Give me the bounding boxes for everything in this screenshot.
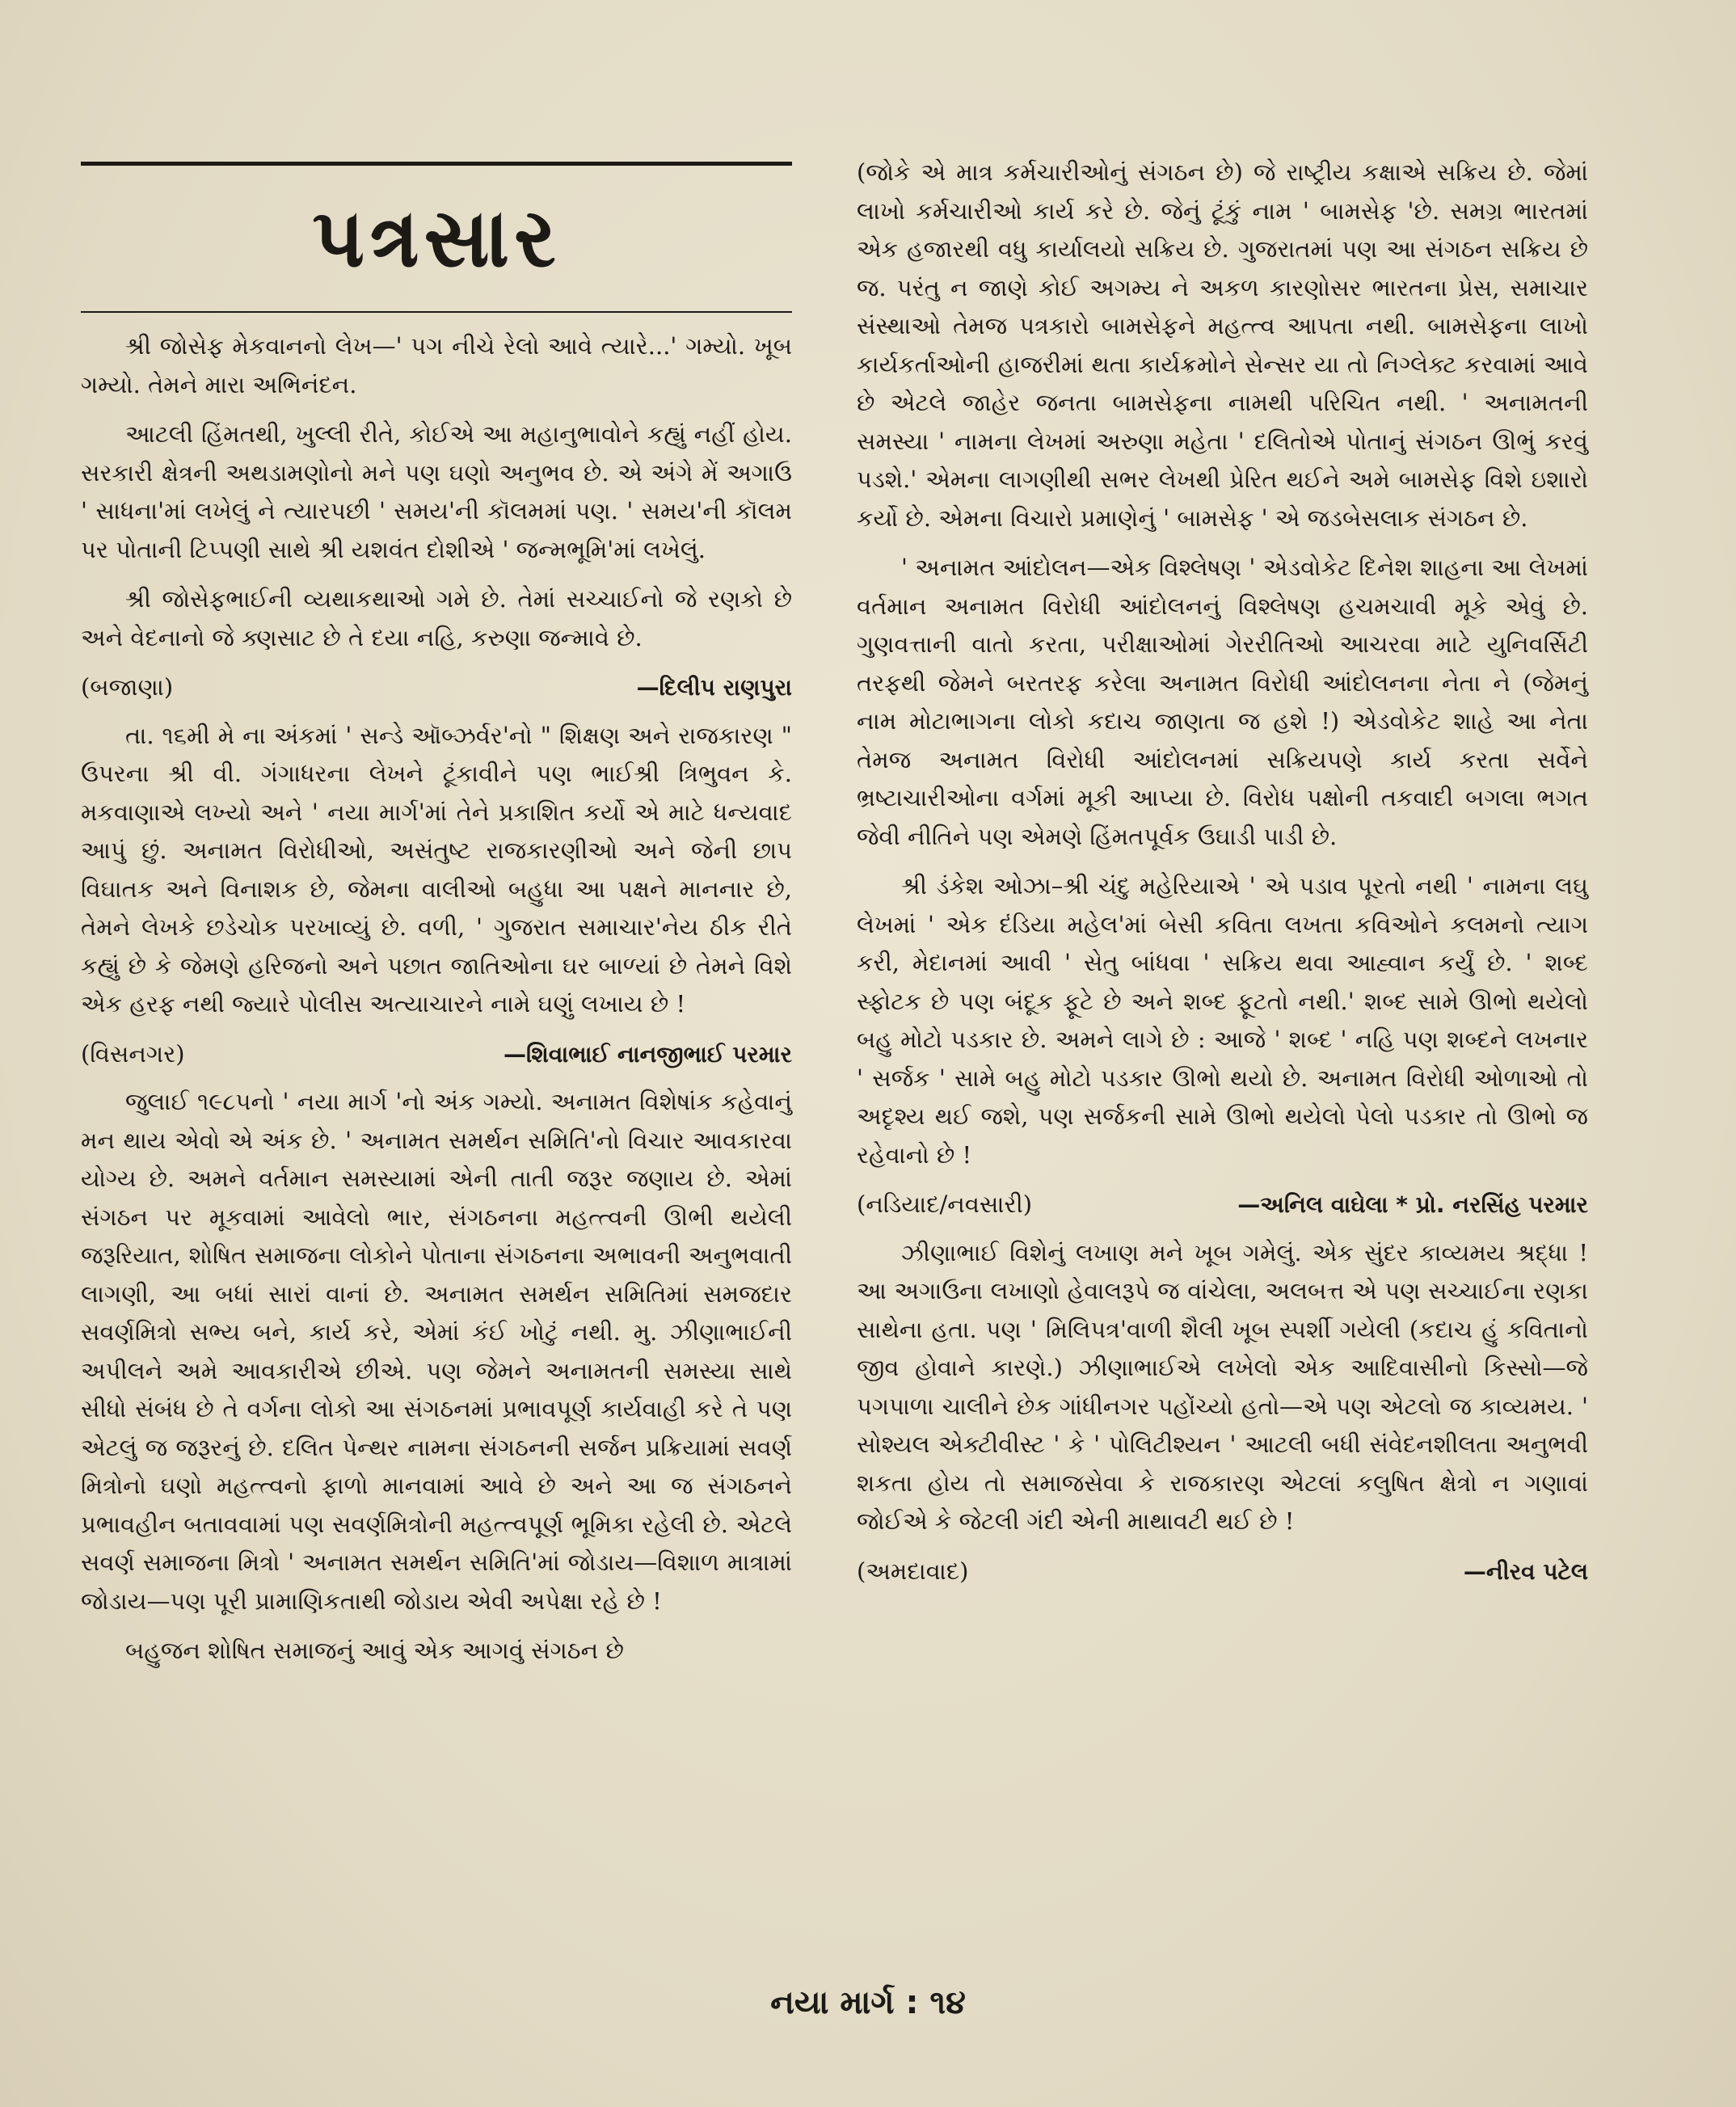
letter-paragraph: ' અનામત આંદોલન—એક વિશ્લેષણ ' એડવોકેટ દિનેશ શાહના આ લેખમાં વર્તમાન અનામત વિરોધી આંદોલનનું વિશ્લેષણ હચમચાવી મૂકે એવું છે. ગુણવત્તાની વાતો કરતા, પરીક્ષાઓમાં ગેરરીતિઓ આચરવા માટે યુનિવર્સિટી તરફથી જેમને બરતરફ કરેલા અનામત વિરોધી આંદોલનના નેતા ને (જેમનું નામ મોટાભાગના લોકો કદાચ જાણતા જ હશે !) એડવોકેટ શાહે આ નેતા તેમજ અનામત વિરોધી આંદોલનમાં સક્રિયપણે કાર્ય કરતા સર્વેને ભ્રષ્ટાચારીઓના વર્ગમાં મૂકી આપ્યા છે. વિરોધ પક્ષોની તકવાદી બગલા ભગત જેવી નીતિને પણ એમણે હિંમતપૂર્વક ઉઘાડી પાડી છે. bbox=[857, 554, 1588, 850]
title-rule bbox=[81, 311, 792, 313]
letter-paragraph: શ્રી ડંકેશ ઓઝા–શ્રી ચંદુ મહેરિયાએ ' એ પડાવ પૂરતો નથી ' નામના લઘુ લેખમાં ' એક દંડિયા મહેલ'માં બેસી કવિતા લખતા કવિઓને કલમનો ત્યાગ કરી, મેદાનમાં આવી ' સેતુ બાંધવા ' સક્રિય થવા આહ્વાન કર્યું છે. ' શબ્દ સ્ફોટક છે પણ બંદૂક ફૂટે છે અને શબ્દ ફૂટતો નથી.' શબ્દ સામે ઊભો થયેલો બહુ મોટો પડકાર છે. અમને લાગે છે : આજે ' શબ્દ ' નહિ પણ શબ્દને લખનાર ' સર્જક ' સામે બહુ મોટો પડકાર ઊભો થયો છે. અનામત વિરોધી ઓળાઓ તો અદૃશ્ય થઈ જશે, પણ સર્જકની સામે ઊભો થયેલો પેલો પડકાર તો ઊભો જ રહેવાનો છે ! bbox=[857, 872, 1588, 1169]
signature-place: (અમદાવાદ) bbox=[857, 1557, 969, 1585]
signature-name: —અનિલ વાઘેલા * પ્રો. નરસિંહ પરમાર bbox=[1237, 1191, 1588, 1218]
letter-paragraph: બહુજન શોષિત સમાજનું આવું એક આગવું સંગઠન છે bbox=[125, 1637, 624, 1664]
letter-paragraph: તા. ૧૬મી મે ના અંકમાં ' સન્ડે ઑબ્ઝર્વર'નો " શિક્ષણ અને રાજકારણ " ઉપરના શ્રી વી. ગંગાધરના લેખને ટૂંકાવીને પણ ભાઈશ્રી ત્રિભુવન કે. મકવાણાએ લખ્યો અને ' નયા માર્ગ'માં તેને પ્રકાશિત કર્યો એ માટે ધન્યવાદ આપું છું. અનામત વિરોધીઓ, અસંતુષ્ટ રાજકારણીઓ અને જેની છાપ વિઘાતક અને વિનાશક છે, જેમના વાલીઓ બહુધા આ પક્ષને માનનાર છે, તેમને લેખકે છડેચોક પરખાવ્યું છે. વળી, ' ગુજરાત સમાચાર'નેય ઠીક રીતે કહ્યું છે કે જેમણે હરિજનો અને પછાત જાતિઓના ઘર બાળ્યાં છે તેમને વિશે એક હરફ નથી જ્યારે પોલીસ અત્યાચારને નામે ઘણું લખાય છે ! bbox=[81, 721, 792, 1018]
page-title: પત્રસાર bbox=[312, 191, 561, 285]
right-column bbox=[857, 154, 1588, 1600]
signature-name: —શિવાભાઈ નાનજીભાઈ પરમાર bbox=[503, 1040, 792, 1068]
letter-paragraph: આટલી હિંમતથી, ખુલ્લી રીતે, કોઈએ આ મહાનુભાવોને કહ્યું નહીં હોય. સરકારી ક્ષેત્રની અથડામણોનો મને પણ ઘણો અનુભવ છે. એ અંગે મેં અગાઉ ' સાધના'માં લખેલું ને ત્યારપછી ' સમય'ની કૉલમમાં પણ. ' સમય'ની કૉલમ પર પોતાની ટિપ્પણી સાથે શ્રી યશવંત દોશીએ ' જન્મભૂમિ'માં લખેલું. bbox=[81, 420, 792, 563]
letter-signature bbox=[857, 1553, 1588, 1591]
letter-signature bbox=[81, 1035, 792, 1074]
letter-paragraph: શ્રી જોસેફ મેકવાનનો લેખ—' પગ નીચે રેલો આવે ત્યારે...' ગમ્યો. ખૂબ ગમ્યો. તેમને મારા અભિનંદન. bbox=[81, 332, 792, 398]
letter-paragraph: (જોકે એ માત્ર કર્મચારીઓનું સંગઠન છે) જે રાષ્ટ્રીય કક્ષાએ સક્રિય છે. જેમાં લાખો કર્મચારીઓ કાર્ય કરે છે. જેનું ટૂંકું નામ ' બામસેફ 'છે. સમગ્ર ભારતમાં એક હજારથી વધુ કાર્યાલયો સક્રિય છે. ગુજરાતમાં પણ આ સંગઠન સક્રિય છે જ. પરંતુ ન જાણે કોઈ અગમ્ય ને અકળ કારણોસર ભારતના પ્રેસ, સમાચાર સંસ્થાઓ તેમજ પત્રકારો બામસેફને મહત્ત્વ આપતા નથી. બામસેફના લાખો કાર્યકર્તાઓની હાજરીમાં થતા કાર્યક્રમોને સેન્સર યા તો નિગ્લેક્ટ કરવામાં આવે છે એટલે જાહેર જનતા બામસેફના નામથી પરિચિત નથી. ' અનામતની સમસ્યા ' નામના લેખમાં અરુણા મહેતા ' દલિતોએ પોતાનું સંગઠન ઊભું કરવું પડશે.' એમના લાગણીથી સભર લેખથી પ્રેરિત થઈને અમે બામસેફ વિશે ઇશારો કર્યો છે. એમના વિચારો પ્રમાણેનું ' બામસેફ ' એ જડબેસલાક સંગઠન છે. bbox=[857, 158, 1588, 532]
letter-signature bbox=[81, 668, 792, 707]
signature-place: (નડિયાદ/નવસારી) bbox=[857, 1190, 1033, 1218]
signature-name: —નીરવ પટેલ bbox=[1463, 1557, 1588, 1585]
signature-name: —દિલીપ રાણપુરા bbox=[636, 674, 792, 701]
signature-place: (બજાણા) bbox=[81, 673, 174, 701]
signature-place: (વિસનગર) bbox=[81, 1039, 185, 1068]
letter-paragraph: જુલાઈ ૧૯૮૫નો ' નયા માર્ગ 'નો અંક ગમ્યો. અનામત વિશેષાંક કહેવાનું મન થાય એવો એ અંક છે. ' અનામત સમર્થન સમિતિ'નો વિચાર આવકારવા યોગ્ય છે. અમને વર્તમાન સમસ્યામાં એની તાતી જરૂર જણાય છે. એમાં સંગઠન પર મૂકવામાં આવેલો ભાર, સંગઠનના મહત્ત્વની ઊભી થયેલી જરૂરિયાત, શોષિત સમાજના લોકોને પોતાના સંગઠનના અભાવની અનુભવાતી લાગણી, આ બધાં સારાં વાનાં છે. અનામત સમર્થન સમિતિમાં સમજદાર સવર્ણમિત્રો સભ્ય બને, કાર્ય કરે, એમાં કંઈ ખોટું નથી. મુ. ઝીણાભાઈની અપીલને અમે આવકારીએ છીએ. પણ જેમને અનામતની સમસ્યા સાથે સીધો સંબંધ છે તે વર્ગના લોકો આ સંગઠનમાં પ્રભાવપૂર્ણ કાર્યવાહી કરે તે પણ એટલું જ જરૂરનું છે. દલિત પેન્થર નામના સંગઠનની સર્જન પ્રક્રિયામાં સવર્ણ મિત્રોનો ઘણો મહત્ત્વનો ફાળો માનવામાં આવે છે અને આ જ સંગઠનને પ્રભાવહીન બતાવવામાં પણ સવર્ણમિત્રોની મહત્ત્વપૂર્ણ ભૂમિકા રહેલી છે. એટલે સવર્ણ સમાજના મિત્રો ' અનામત સમર્થન સમિતિ'માં જોડાય—વિશાળ માત્રામાં જોડાય—પણ પૂરી પ્રામાણિકતાથી જોડાય એવી અપેક્ષા રહે છે ! bbox=[81, 1088, 792, 1615]
letter-signature bbox=[857, 1186, 1588, 1224]
letter-paragraph: ઝીણાભાઈ વિશેનું લખાણ મને ખૂબ ગમેલું. એક સુંદર કાવ્યમય શ્રદ્ધા ! આ અગાઉના લખાણો હેવાલરૂપે જ વાંચેલા, અલબત્ત એ પણ સચ્ચાઈના રણકા સાથેના હતા. પણ ' મિલિપત્ર'વાળી શૈલી ખૂબ સ્પર્શી ગયેલી (કદાચ હું કવિતાનો જીવ હોવાને કારણે.) ઝીણાભાઈએ લખેલો એક આદિવાસીનો કિસ્સો—જે પગપાળા ચાલીને છેક ગાંધીનગર પહોંચ્યો હતો—એ પણ એટલો જ કાવ્યમય. ' સોશ્યલ એક્ટીવીસ્ટ ' કે ' પોલિટીશ્યન ' આટલી બધી સંવેદનશીલતા અનુભવી શકતા હોય તો સમાજસેવા કે રાજકારણ એટલાં કલુષિત ક્ષેત્રો ન ગણાવાં જોઈએ કે જેટલી ગંદી એની માથાવટી થઈ છે ! bbox=[857, 1238, 1588, 1535]
letter-paragraph: શ્રી જોસેફભાઈની વ્યથાકથાઓ ગમે છે. તેમાં સચ્ચાઈનો જે રણકો છે અને વેદનાનો જે ક્ણસાટ છે તે દયા નહિ, કરુણા જન્માવે છે. bbox=[81, 585, 792, 651]
top-rule bbox=[81, 162, 792, 166]
page-footer: નયા માર્ગ : ૧૪ bbox=[770, 1984, 966, 2021]
left-column bbox=[81, 154, 792, 1682]
